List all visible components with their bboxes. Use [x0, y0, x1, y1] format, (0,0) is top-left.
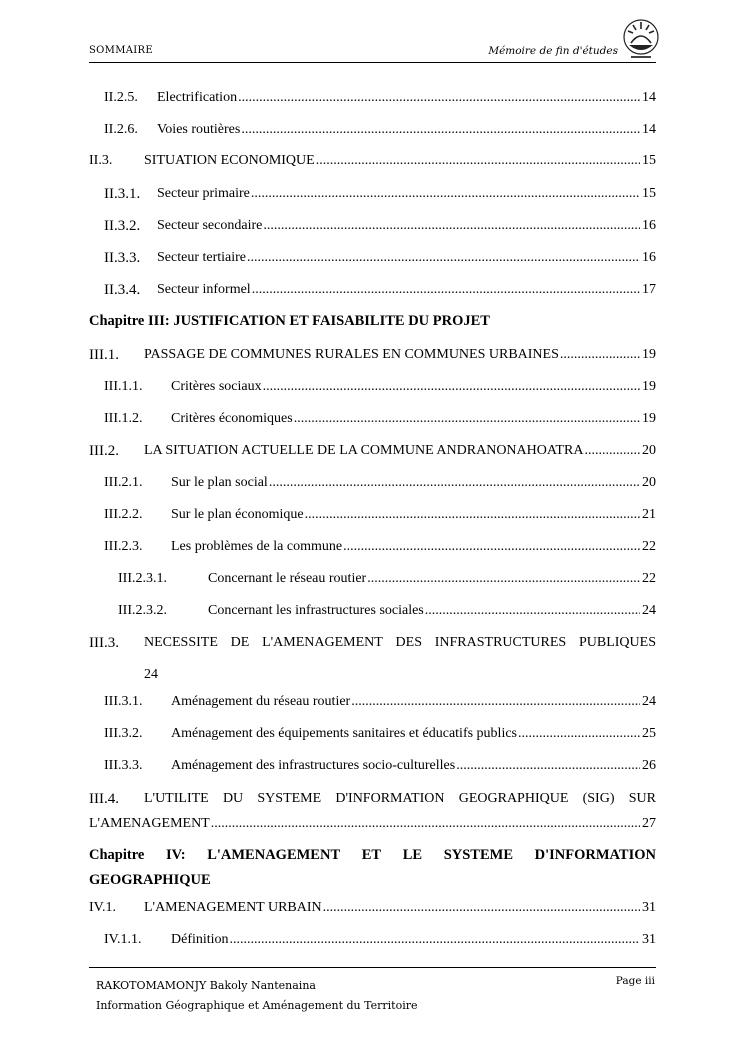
- toc-entry[interactable]: [89, 601, 656, 621]
- toc-page: 15: [642, 186, 656, 201]
- toc-number: IV.1.: [89, 900, 116, 915]
- toc-entry[interactable]: [89, 569, 656, 589]
- toc-number: II.2.5.: [104, 90, 138, 105]
- toc-page: 15: [642, 153, 656, 168]
- toc-number: III.1.2.: [104, 411, 143, 426]
- toc-title: Les problèmes de la commune: [171, 537, 343, 557]
- toc-entry[interactable]: [89, 280, 656, 300]
- toc-title: Critères économiques: [171, 409, 294, 429]
- toc-entry[interactable]: [89, 537, 656, 557]
- toc-entry[interactable]: [89, 898, 656, 918]
- toc-number: II.3.1.: [104, 186, 141, 202]
- toc-title: SITUATION ECONOMIQUE: [144, 151, 316, 171]
- toc-number: III.3.3.: [104, 758, 143, 773]
- toc-title: L'AMENAGEMENT URBAIN: [144, 898, 323, 918]
- toc-title: Voies routières: [157, 120, 241, 140]
- footer-page-number: Page iii: [615, 975, 655, 987]
- toc-entry[interactable]: [89, 633, 656, 653]
- toc-number: IV.1.1.: [104, 932, 142, 947]
- toc-number: II.3.2.: [104, 218, 141, 234]
- toc-page: 22: [642, 539, 656, 554]
- toc-entry[interactable]: [89, 151, 656, 171]
- toc-entry[interactable]: [89, 377, 656, 397]
- toc-title: Secteur secondaire: [157, 216, 263, 236]
- toc-entry[interactable]: [89, 409, 656, 429]
- chapter-heading-continuation: GEOGRAPHIQUE: [89, 872, 211, 888]
- toc-page: 14: [642, 90, 656, 105]
- toc-number: III.3.1.: [104, 694, 143, 709]
- toc-page: 16: [642, 250, 656, 265]
- toc-title: LA SITUATION ACTUELLE DE LA COMMUNE ANDRANONAHOATRA: [144, 441, 584, 461]
- toc-number: III.2.1.: [104, 475, 143, 490]
- toc-page: 26: [642, 758, 656, 773]
- toc-entry[interactable]: [89, 216, 656, 236]
- toc-page: 17: [642, 282, 656, 297]
- toc-title: Secteur informel: [157, 280, 252, 300]
- toc-number: III.3.2.: [104, 726, 143, 741]
- toc-page: 31: [642, 900, 656, 915]
- toc-title: L'UTILITE DU SYSTEME D'INFORMATION GEOGRAPHIQUE (SIG) SUR: [144, 791, 656, 806]
- toc-page: 27: [642, 816, 656, 831]
- toc-page: 19: [642, 411, 656, 426]
- toc-number: III.2.3.: [104, 539, 143, 554]
- toc-title: Sur le plan économique: [171, 505, 305, 525]
- toc-page: 24: [642, 694, 656, 709]
- toc-page: 19: [642, 347, 656, 362]
- toc-title: Sur le plan social: [171, 473, 269, 493]
- toc-title: Aménagement des infrastructures socio-culturelles: [171, 756, 456, 776]
- toc-number: III.3.: [89, 635, 119, 651]
- university-logo-icon: [621, 17, 661, 61]
- toc-number: II.3.4.: [104, 282, 141, 298]
- toc-title: Concernant le réseau routier: [208, 569, 367, 589]
- toc-title: Concernant les infrastructures sociales: [208, 601, 425, 621]
- toc-entry-continuation[interactable]: [89, 814, 656, 834]
- toc-title: Secteur primaire: [157, 184, 251, 204]
- toc-title: Aménagement des équipements sanitaires et éducatifs publics: [171, 724, 518, 744]
- toc-number: III.2.2.: [104, 507, 143, 522]
- toc-title: Définition: [171, 930, 230, 950]
- toc-entry[interactable]: [89, 756, 656, 776]
- toc-page: 25: [642, 726, 656, 741]
- toc-entry[interactable]: [89, 184, 656, 204]
- toc-title: Aménagement du réseau routier: [171, 692, 351, 712]
- toc-title: NECESSITE DE L'AMENAGEMENT DES INFRASTRUCTURES PUBLIQUES: [144, 635, 656, 650]
- toc-number: III.1.: [89, 347, 119, 363]
- toc-title: L'AMENAGEMENT: [89, 814, 211, 834]
- toc-number: II.3.3.: [104, 250, 141, 266]
- toc-number: II.2.6.: [104, 122, 138, 137]
- toc-entry[interactable]: [89, 441, 656, 461]
- chapter-heading[interactable]: Chapitre IV: L'AMENAGEMENT ET LE SYSTEME D'INFORMATION: [89, 847, 656, 863]
- toc-page: 24: [642, 603, 656, 618]
- footer-rule: [89, 967, 656, 968]
- toc-title: Secteur tertiaire: [157, 248, 247, 268]
- toc-number: III.1.1.: [104, 379, 143, 394]
- toc-entry[interactable]: [89, 789, 656, 809]
- toc-title: Critères sociaux: [171, 377, 263, 397]
- footer-author: RAKOTOMAMONJY Bakoly Nantenaina: [96, 979, 316, 992]
- toc-entry[interactable]: [89, 724, 656, 744]
- toc-page: 20: [642, 475, 656, 490]
- toc-entry[interactable]: [89, 505, 656, 525]
- header-section-title: SOMMAIRE: [89, 45, 153, 56]
- toc-title: PASSAGE DE COMMUNES RURALES EN COMMUNES URBAINES: [144, 345, 560, 365]
- toc-page: 22: [642, 571, 656, 586]
- toc-page: 14: [642, 122, 656, 137]
- toc-number: III.2.3.2.: [118, 603, 167, 618]
- toc-number: III.2.: [89, 443, 119, 459]
- toc-entry[interactable]: [89, 473, 656, 493]
- toc-title: Electrification: [157, 88, 238, 108]
- footer-program: Information Géographique et Aménagement du Territoire: [96, 999, 418, 1012]
- toc-entry[interactable]: [89, 120, 656, 140]
- toc-entry[interactable]: [89, 248, 656, 268]
- toc-number: III.2.3.1.: [118, 571, 167, 586]
- toc-page: 16: [642, 218, 656, 233]
- toc-entry[interactable]: [89, 692, 656, 712]
- toc-entry[interactable]: [89, 88, 656, 108]
- toc-page: 20: [642, 443, 656, 458]
- header-document-type: Mémoire de fin d'études: [488, 45, 618, 57]
- toc-number: III.4.: [89, 791, 119, 807]
- chapter-heading[interactable]: Chapitre III: JUSTIFICATION ET FAISABILITE DU PROJET: [89, 313, 490, 329]
- header-rule: [89, 62, 656, 63]
- toc-page: 31: [642, 932, 656, 947]
- toc-entry[interactable]: [89, 345, 656, 365]
- toc-page: 19: [642, 379, 656, 394]
- toc-page: 24: [144, 667, 158, 682]
- toc-page: 21: [642, 507, 656, 522]
- toc-number: II.3.: [89, 153, 113, 168]
- toc-entry[interactable]: [89, 930, 656, 950]
